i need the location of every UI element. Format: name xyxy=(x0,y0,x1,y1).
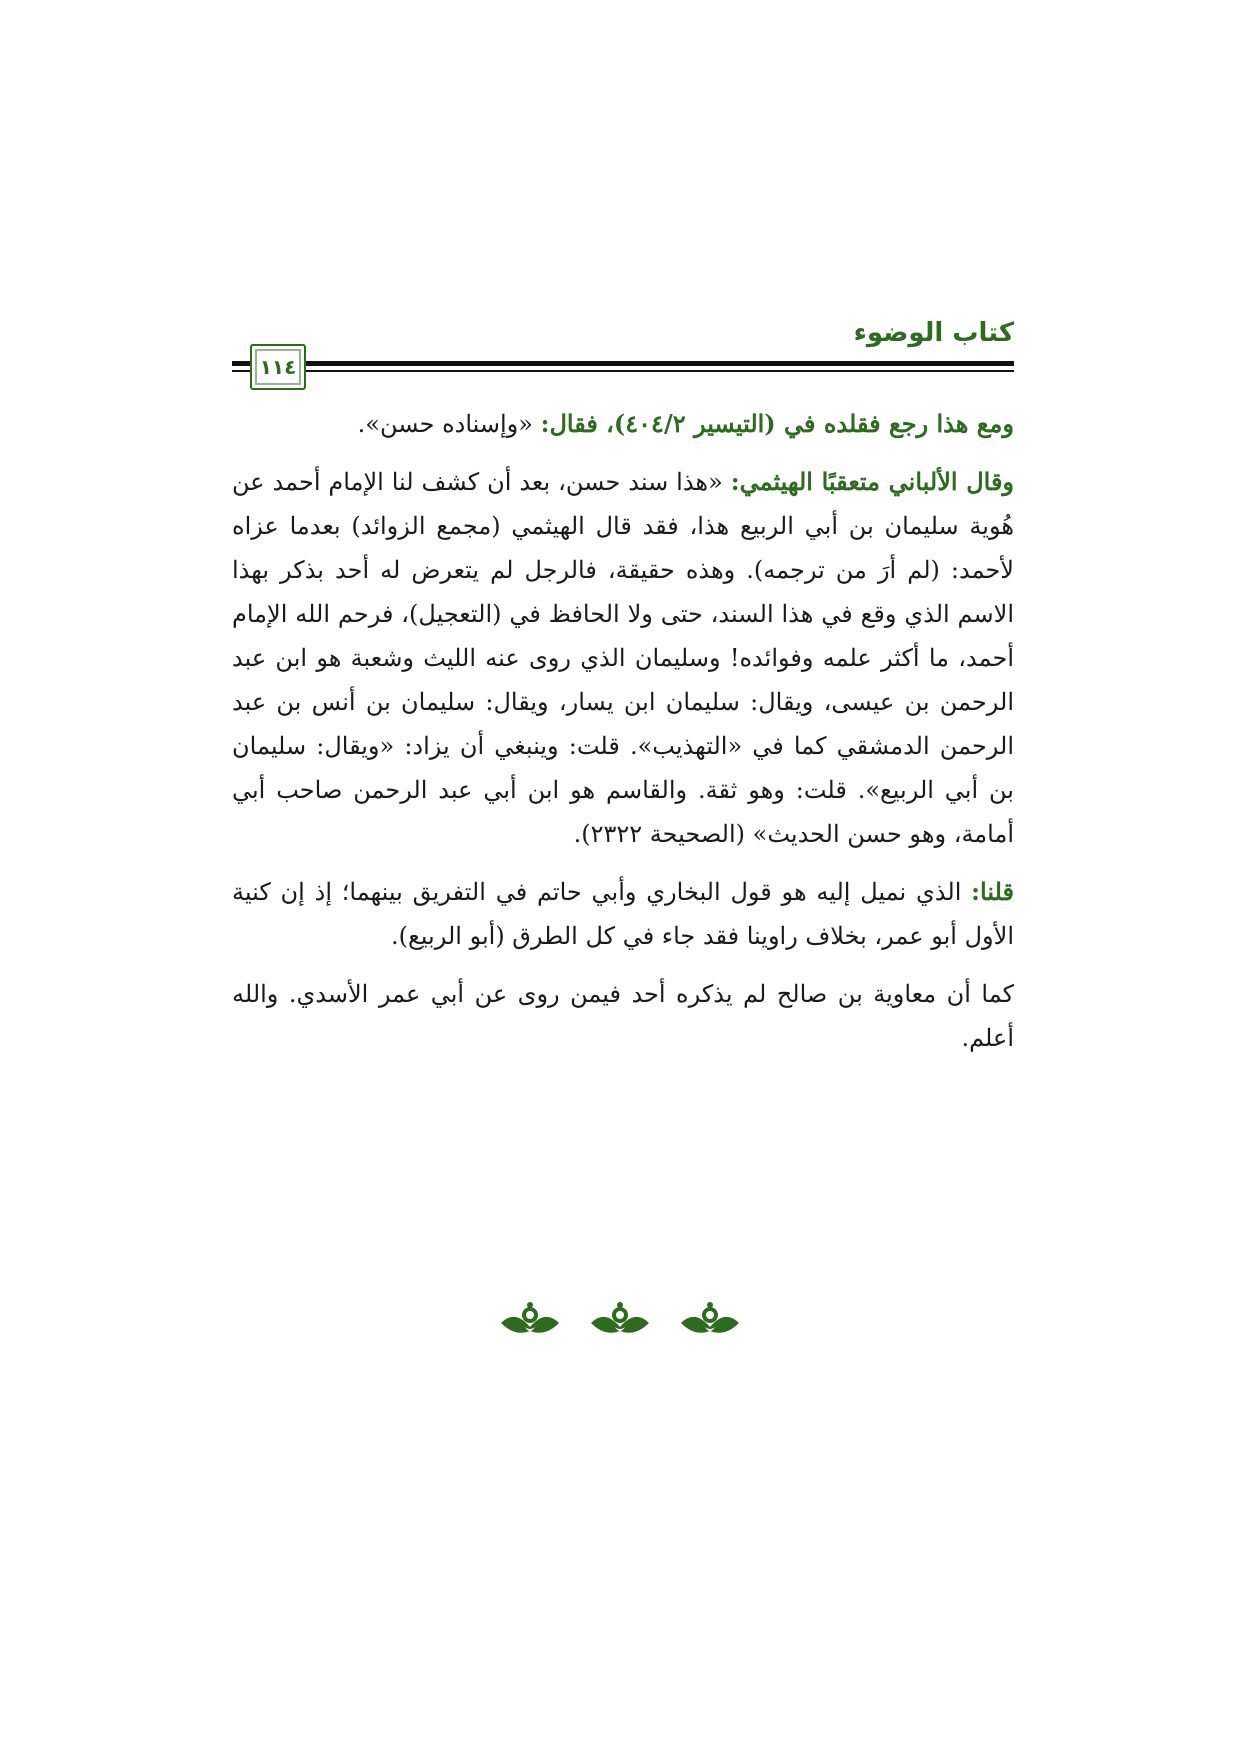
header-rule-thick xyxy=(232,361,1014,366)
page-number: ١١٤ xyxy=(259,355,297,379)
page-number-badge xyxy=(250,344,306,390)
floral-ornament-icon xyxy=(589,1301,651,1341)
paragraph-2 xyxy=(232,460,1014,856)
book-title: كتاب الوضوء xyxy=(853,318,1014,348)
paragraph-2-lead: وقال الألباني متعقبًا الهيثمي: xyxy=(730,467,1015,496)
paragraph-3-text: الذي نميل إليه هو قول البخاري وأبي حاتم في التفريق بينهما؛ إذ إن كنية الأول أبو عمر، بخلاف راوينا فقد جاء في كل الطرق (أبو الربيع). xyxy=(232,878,1014,950)
header-rule-thin xyxy=(232,370,1014,372)
paragraph-3 xyxy=(232,870,1014,958)
end-ornament xyxy=(480,1296,760,1346)
page-content xyxy=(232,402,1014,1074)
paragraph-4-text: كما أن معاوية بن صالح لم يذكره أحد فيمن روى عن أبي عمر الأسدي. والله أعلم. xyxy=(232,980,1014,1052)
paragraph-2-text: «هذا سند حسن، بعد أن كشف لنا الإمام أحمد عن هُوية سليمان بن أبي الربيع هذا، فقد قال الهيثمي (مجمع الزوائد) بعدما عزاه لأحمد: (لم أرَ من ترجمه). وهذه حقيقة، فالرجل لم يتعرض له أحد بذكر بهذا الاسم الذي وقع في هذا السند، حتى ولا الحافظ في (التعجيل)، فرحم الله الإمام أحمد، ما أكثر علمه وفوائده! وسليمان الذي روى عنه الليث وشعبة هو ابن عبد الرحمن بن عيسى، ويقال: سليمان ابن يسار، ويقال: سليمان بن أنس بن عبد الرحمن الدمشقي كما في «التهذيب». قلت: وينبغي أن يزاد: «ويقال: سليمان بن أبي الربيع». قلت: وهو ثقة. والقاسم هو ابن أبي عبد الرحمن صاحب أبي أمامة، وهو حسن الحديث» (الصحيحة ٢٣٢٢). xyxy=(232,468,1015,848)
paragraph-1 xyxy=(232,402,1014,446)
paragraph-4 xyxy=(232,972,1014,1060)
paragraph-1-lead: ومع هذا رجع فقلده في (التيسير ٤٠٤/٢)، فقال: xyxy=(540,409,1014,438)
floral-ornament-icon xyxy=(499,1301,561,1341)
page-header xyxy=(232,318,1014,390)
paragraph-3-lead: قلنا: xyxy=(971,877,1015,906)
floral-ornament-icon xyxy=(679,1301,741,1341)
paragraph-1-text: «وإسناده حسن». xyxy=(357,410,541,438)
